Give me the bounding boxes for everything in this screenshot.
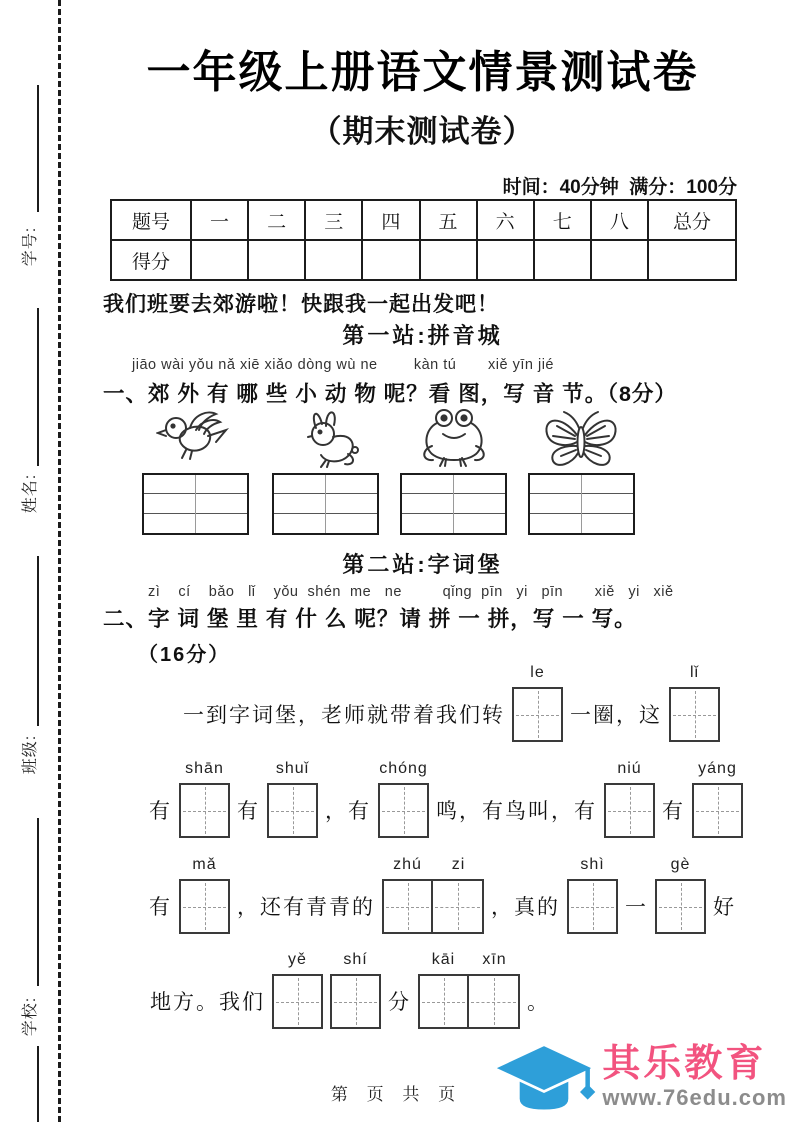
score-table-header: 一 — [191, 200, 248, 240]
character-box[interactable] — [418, 974, 469, 1029]
answer-box-unit — [604, 760, 655, 838]
character-box[interactable] — [179, 783, 230, 838]
answer-box-group — [272, 951, 323, 1029]
fill-text: 有 — [149, 799, 172, 823]
question2-score: （16分） — [138, 644, 231, 666]
fill-text: ，还有青青的 — [237, 895, 375, 919]
answer-box-group — [267, 760, 318, 838]
character-box[interactable] — [567, 879, 618, 934]
answer-box-unit — [692, 760, 743, 838]
margin-write-line — [37, 556, 39, 726]
fill-text: 鸣，有鸟叫，有 — [436, 799, 597, 823]
answer-box-group — [382, 856, 484, 934]
animal-item-bird — [141, 406, 249, 535]
exam-info: 时间：40分钟 满分：100分 — [502, 177, 737, 198]
score-cell[interactable] — [534, 240, 591, 280]
answer-box-unit — [469, 951, 520, 1029]
answer-box-group — [512, 664, 563, 742]
score-cell[interactable] — [591, 240, 648, 280]
score-table-header: 七 — [534, 200, 591, 240]
character-box[interactable] — [604, 783, 655, 838]
margin-label-school: 学校: — [22, 996, 40, 1036]
pinyin-label: shuǐ — [275, 760, 310, 777]
answer-box-group — [378, 760, 429, 838]
answer-box-group — [669, 664, 720, 742]
rabbit-illustration — [288, 406, 362, 468]
pinyin-label: gè — [670, 856, 691, 873]
pinyin-label: zi — [451, 856, 466, 873]
pinyin-label: yě — [288, 951, 307, 968]
fill-text: 好 — [713, 895, 736, 919]
fill-line-1 — [183, 664, 720, 742]
question1-pinyin: jiāo wài yǒu nǎ xiē xiǎo dòng wù ne kàn tú xiě yīn jié — [132, 357, 554, 373]
pinyin-label: le — [530, 664, 545, 681]
fill-line-3 — [149, 856, 736, 934]
butterfly-illustration — [539, 406, 623, 468]
score-cell[interactable] — [648, 240, 736, 280]
pinyin-label: shí — [343, 951, 368, 968]
character-box[interactable] — [272, 974, 323, 1029]
fill-line-4 — [150, 951, 550, 1029]
pinyin-label: xīn — [482, 951, 507, 968]
character-box[interactable] — [378, 783, 429, 838]
score-table — [110, 199, 737, 281]
answer-box-group — [567, 856, 618, 934]
answer-box-unit — [330, 951, 381, 1029]
answer-box-unit — [669, 664, 720, 742]
answer-box-unit — [179, 760, 230, 838]
pinyin-writing-grid[interactable] — [528, 473, 635, 535]
pinyin-writing-grid[interactable] — [272, 473, 379, 535]
answer-box-group — [330, 951, 381, 1029]
question2-pinyin: zì cí bǎo lǐ yǒu shén me ne qǐng pīn yi pīn xiě yi xiě — [148, 584, 674, 600]
fill-text: 地方。我们 — [150, 990, 265, 1014]
answer-box-unit — [378, 760, 429, 838]
animal-item-rabbit — [271, 406, 379, 535]
question1-text: 一、郊 外 有 哪 些 小 动 物 呢？看 图，写 音 节。（8分） — [103, 382, 677, 406]
margin-write-line — [37, 818, 39, 986]
pinyin-label: shān — [185, 760, 224, 777]
character-box[interactable] — [330, 974, 381, 1029]
character-box[interactable] — [655, 879, 706, 934]
answer-box-group — [179, 760, 230, 838]
score-cell[interactable] — [477, 240, 534, 280]
pinyin-label: chóng — [379, 760, 428, 777]
answer-box-group — [692, 760, 743, 838]
fill-text: 一到字词堡，老师就带着我们转 — [183, 703, 505, 727]
intro-text: 我们班要去郊游啦！快跟我一起出发吧！ — [103, 293, 499, 316]
character-box[interactable] — [669, 687, 720, 742]
animal-item-butterfly — [527, 406, 635, 535]
character-box[interactable] — [179, 879, 230, 934]
fill-text: 分 — [388, 990, 411, 1014]
fill-text: 有 — [662, 799, 685, 823]
score-table-header: 题号 — [111, 200, 191, 240]
character-box[interactable] — [469, 974, 520, 1029]
score-cell[interactable] — [420, 240, 477, 280]
pinyin-label: shì — [580, 856, 605, 873]
fill-text: ，真的 — [491, 895, 560, 919]
page-subtitle: （期末测试卷） — [310, 114, 535, 149]
pinyin-label: lǐ — [689, 664, 700, 681]
margin-write-line — [37, 85, 39, 212]
character-box[interactable] — [512, 687, 563, 742]
score-cell[interactable] — [305, 240, 362, 280]
brand-name: 其乐教育 — [602, 1043, 767, 1086]
answer-box-unit — [418, 951, 469, 1029]
score-cell[interactable] — [248, 240, 305, 280]
answer-box-group — [418, 951, 520, 1029]
fill-text: 一圈，这 — [570, 703, 662, 727]
station1-heading: 第一站:拼音城 — [342, 323, 503, 348]
pinyin-label: kāi — [431, 951, 456, 968]
fill-text: 有 — [237, 799, 260, 823]
pinyin-writing-grid[interactable] — [142, 473, 249, 535]
score-row-label: 得分 — [111, 240, 191, 280]
pinyin-label: mǎ — [192, 856, 217, 873]
score-table-header: 六 — [477, 200, 534, 240]
bird-illustration — [156, 406, 234, 468]
answer-box-unit — [433, 856, 484, 934]
graduation-cap-icon — [490, 1038, 598, 1118]
pinyin-label: niú — [617, 760, 642, 777]
answer-box-unit — [272, 951, 323, 1029]
character-box[interactable] — [267, 783, 318, 838]
pinyin-writing-grid[interactable] — [400, 473, 507, 535]
pinyin-label: yáng — [698, 760, 737, 777]
question2-text: 二、字 词 堡 里 有 什 么 呢？请 拼 一 拼，写 一 写。 — [103, 607, 637, 631]
fill-text: ，有 — [325, 799, 371, 823]
frog-illustration — [416, 406, 490, 468]
score-table-header: 八 — [591, 200, 648, 240]
answer-box-group — [655, 856, 706, 934]
character-box[interactable] — [692, 783, 743, 838]
score-cell[interactable] — [362, 240, 419, 280]
answer-box-unit — [267, 760, 318, 838]
score-table-header: 三 — [305, 200, 362, 240]
margin-label-class: 班级: — [22, 734, 40, 774]
score-table-header: 二 — [248, 200, 305, 240]
fill-line-2 — [149, 760, 743, 838]
fill-text: 一 — [625, 895, 648, 919]
character-box[interactable] — [382, 879, 433, 934]
answer-box-unit — [382, 856, 433, 934]
answer-box-unit — [512, 664, 563, 742]
fill-text: 有 — [149, 895, 172, 919]
page-number-footer: 第 页 共 页 — [330, 1085, 463, 1104]
answer-box-unit — [567, 856, 618, 934]
score-table-header: 五 — [420, 200, 477, 240]
margin-write-line — [37, 308, 39, 466]
answer-box-unit — [655, 856, 706, 934]
animal-item-frog — [399, 406, 507, 535]
answer-box-group — [604, 760, 655, 838]
character-box[interactable] — [433, 879, 484, 934]
pinyin-label: zhú — [393, 856, 422, 873]
answer-box-unit — [179, 856, 230, 934]
brand-website: www.76edu.com — [602, 1084, 787, 1110]
score-table-header: 总分 — [648, 200, 736, 240]
score-table-header: 四 — [362, 200, 419, 240]
margin-label-student-no: 学号: — [22, 226, 40, 266]
station2-heading: 第二站:字词堡 — [342, 552, 503, 577]
answer-box-group — [179, 856, 230, 934]
brand-logo — [490, 1038, 787, 1118]
score-cell[interactable] — [191, 240, 248, 280]
fill-text: 。 — [527, 990, 550, 1014]
page-title: 一年级上册语文情景测试卷 — [146, 48, 699, 97]
margin-label-name: 姓名: — [22, 473, 40, 513]
margin-dashed-fold-line — [58, 0, 61, 1122]
